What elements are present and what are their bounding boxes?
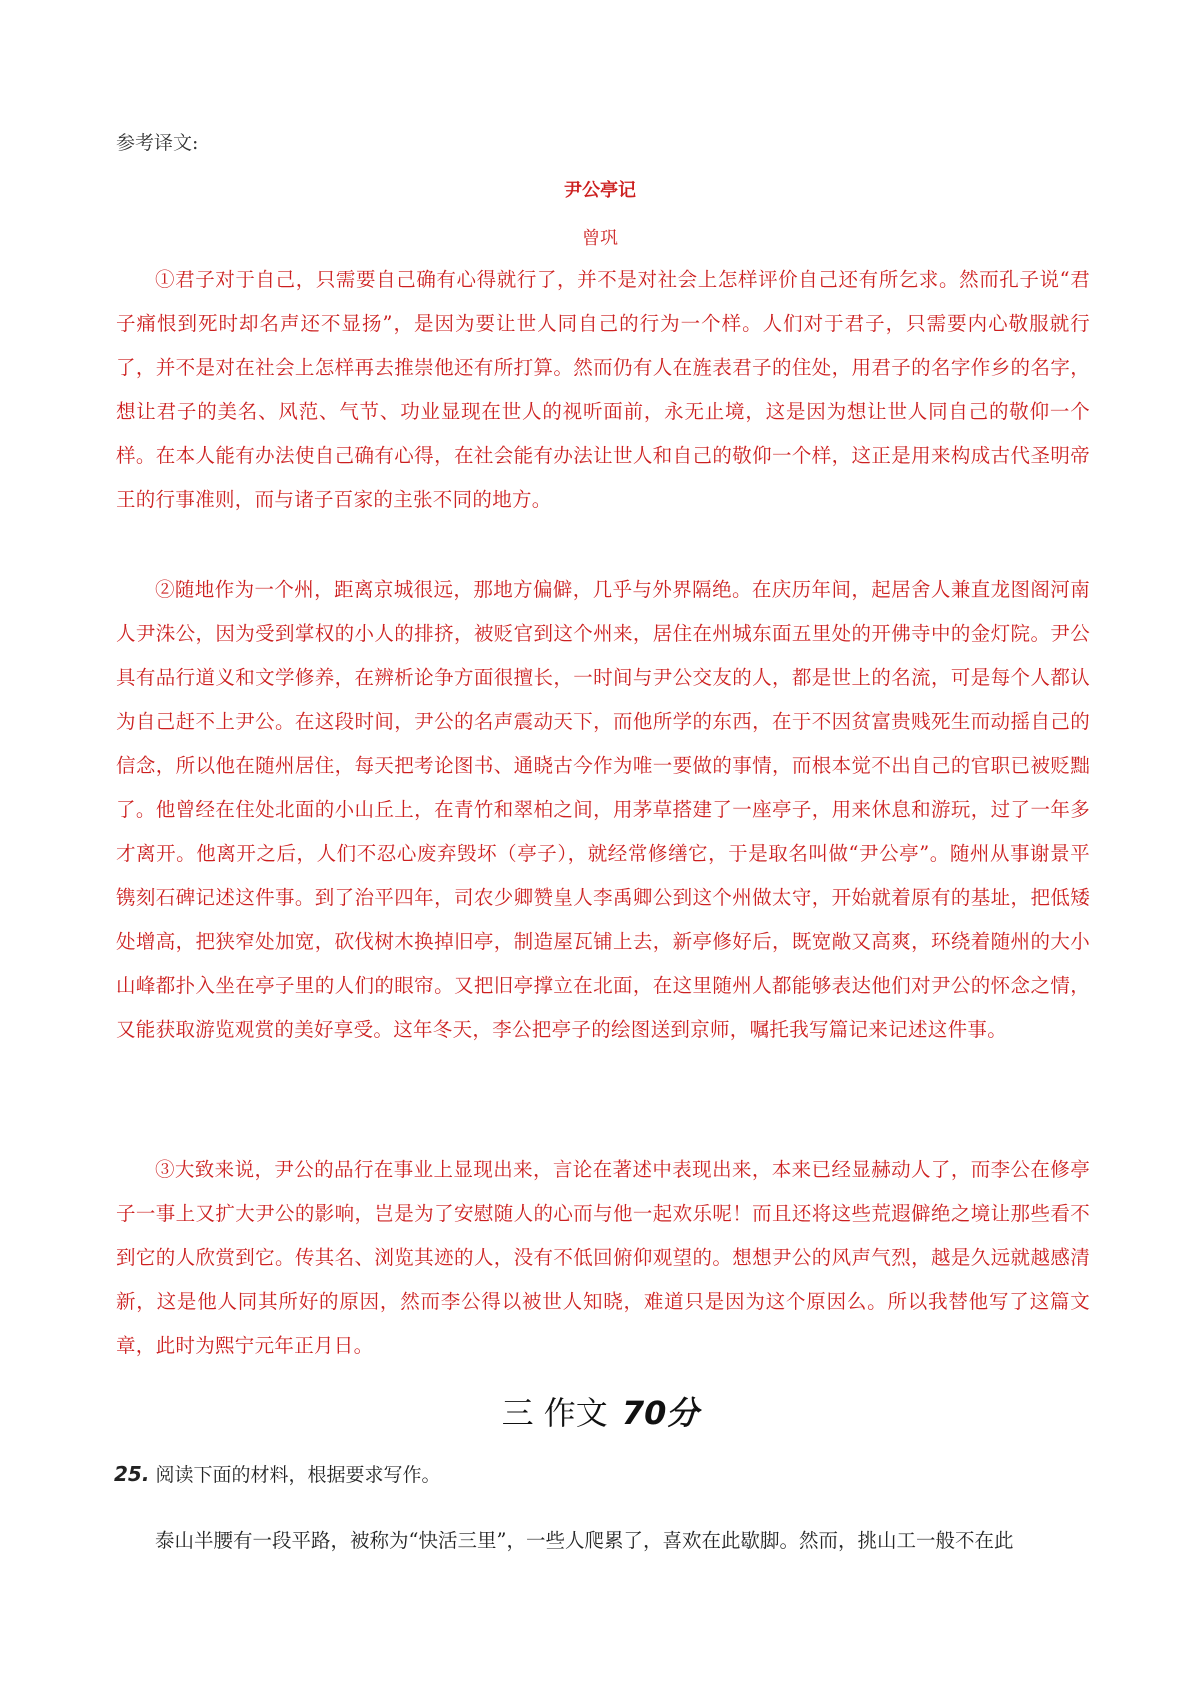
reference-label: 参考译文: [116,132,199,154]
section-heading [0,1388,1200,1434]
translation-author: 曾巩 [582,228,618,249]
section-title: 三 作文 [501,1394,608,1432]
translation-paragraph-1: ①君子对于自己，只需要自己确有心得就行了，并不是对社会上怎样评价自己还有所乞求。然而孔子说“君子痛恨到死时却名声还不显扬”，是因为要让世人同自己的行为一个样。人们对于君子，只需要内心敬服就行了，并不是对在社会上怎样再去推崇他还有所打算。然而仍有人在旌表君子的住处，用君子的名字作乡的名字，想让君子的美名、风范、气节、功业显现在世人的视听面前，永无止境，这是因为想让世人同自己的敬仰一个样。在本人能有办法使自己确有心得，在社会能有办法让世人和自己的敬仰一个样，这正是用来构成古代圣明帝王的行事准则，而与诸子百家的主张不同的地方。 [116,268,1090,511]
question-number: 25. [114,1462,150,1486]
section-score: 70分 [621,1394,699,1432]
translation-title: 尹公亭记 [564,180,636,201]
question-prompt: 阅读下面的材料，根据要求写作。 [155,1464,441,1486]
question-material: 泰山半腰有一段平路，被称为“快活三里”，一些人爬累了，喜欢在此歇脚。然而，挑山工一般不在此 [155,1529,1014,1552]
translation-paragraph-2: ②随地作为一个州，距离京城很远，那地方偏僻，几乎与外界隔绝。在庆历年间，起居舍人兼直龙图阁河南人尹洙公，因为受到掌权的小人的排挤，被贬官到这个州来，居住在州城东面五里处的开佛寺中的金灯院。尹公具有品行道义和文学修养，在辨析论争方面很擅长，一时间与尹公交友的人，都是世上的名流，可是每个人都认为自己赶不上尹公。在这段时间，尹公的名声震动天下，而他所学的东西，在于不因贫富贵贱死生而动摇自己的信念，所以他在随州居住，每天把考论图书、通晓古今作为唯一要做的事情，而根本觉不出自己的官职已被贬黜了。他曾经在住处北面的小山丘上，在青竹和翠柏之间，用茅草搭建了一座亭子，用来休息和游玩，过了一年多才离开。他离开之后，人们不忍心废弃毁坏（亭子），就经常修缮它，于是取名叫做“尹公亭”。随州从事谢景平镌刻石碑记述这件事。到了治平四年，司农少卿赞皇人李禹卿公到这个州做太守，开始就着原有的基址，把低矮处增高，把狭窄处加宽，砍伐树木换掉旧亭，制造屋瓦铺上去，新亭修好后，既宽敞又高爽，环绕着随州的大小山峰都扑入坐在亭子里的人们的眼帘。又把旧亭撑立在北面，在这里随州人都能够表达他们对尹公的怀念之情，又能获取游览观赏的美好享受。这年冬天，李公把亭子的绘图送到京师，嘱托我写篇记来记述这件事。 [116,578,1090,1041]
translation-paragraph-3: ③大致来说，尹公的品行在事业上显现出来，言论在著述中表现出来，本来已经显赫动人了，而李公在修亭子一事上又扩大尹公的影响，岂是为了安慰随人的心而与他一起欢乐呢！而且还将这些荒遐僻绝之境让那些看不到它的人欣赏到它。传其名、浏览其迹的人，没有不低回俯仰观望的。想想尹公的风声气烈，越是久远就越感清新，这是他人同其所好的原因，然而李公得以被世人知晓，难道只是因为这个原因么。所以我替他写了这篇文章，此时为熙宁元年正月日。 [116,1158,1090,1357]
question-line [114,1460,440,1487]
